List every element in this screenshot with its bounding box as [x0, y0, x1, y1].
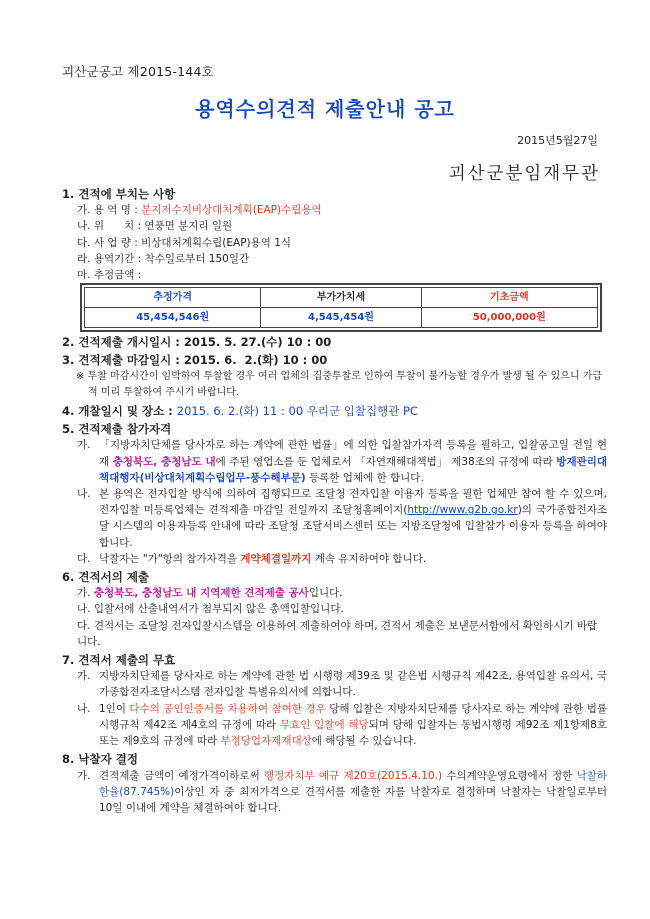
estimate-table-box [80, 283, 602, 332]
s1-ga-label: 가. 용 역 명 : [77, 204, 138, 217]
section-7-heading: 7. 견적서 제출의 무효 [62, 653, 176, 668]
s7-ga-label: 가. [77, 670, 91, 683]
s5-ga-text [99, 437, 607, 486]
s7-na-text [99, 701, 607, 750]
s5-da-text [99, 551, 607, 567]
s7-item-ga [62, 668, 607, 700]
section-5-heading: 5. 견적제출 참가자격 [62, 422, 172, 437]
section-6-heading: 6. 견적서의 제출 [62, 570, 150, 585]
s8-ga-rate: 낙찰하한율(87.745%) [99, 769, 607, 798]
s7-na-t7: 에 해당될 수 있습니다. [311, 735, 417, 748]
s6-region-restriction: 충청북도, 충청남도 내 지역제한 견적제출 공사 [93, 587, 309, 600]
document-title [0, 93, 650, 122]
s8-ga-regulation: 행정자치부 예규 제20호(2015.4.10.) [263, 769, 443, 782]
s5-na-text [99, 486, 607, 551]
s5-na-t1: 본 용역은 전자입찰 방식에 의하여 집행되므로 조달청 전자입찰 이용자 등록을 필한 업체만 참여 할 수 있으며, 전자입찰 미등록업체는 견적제출 마감일 전일까지 조달청홈페이지( [99, 488, 607, 517]
vat-amount: 4,545,454원 [261, 308, 421, 328]
header-estimated-price: 추정가격 [85, 288, 261, 308]
document-issuer: 괴산군분임재무관 [448, 164, 600, 184]
s7-na-invalid: 무효인 입찰에 해당 [279, 718, 369, 731]
s5-na-t2: )의 국가종합전자조달 시스템의 이용자등록 안내에 따라 조달청 조달서비스센터 또는 지방조달청에 입찰참가 이용자 등록을 하여야 합니다. [99, 504, 608, 549]
s7-item-na [62, 701, 607, 750]
s1-item-ma: 마. 추정금액 : [77, 269, 142, 282]
s5-na-label: 나. [77, 488, 91, 501]
s6-ga-tail: 입니다. [308, 587, 343, 600]
title-main: 용역수의견적 제출안내 공고 [195, 97, 455, 121]
s5-da-deadline: 계약체결일까지 [240, 552, 312, 565]
s5-ga-region: 충청북도, 충청남도 내 [112, 455, 216, 468]
s5-da-t3: 계속 유지하여야 합니다. [311, 552, 427, 565]
document-number: 괴산군공고 제2015-144호 [62, 64, 214, 79]
s5-ga-t1: 「지방자치단체를 당사자로 하는 계약에 관한 법률」에 의한 입찰참가자격 등록을 필하고, 입찰공고일 전일 현재 [99, 439, 607, 468]
s5-ga-t3: 에 주된 영업소를 둔 업체로서 「자연재해대책법」 제38조의 규정에 따라 [215, 455, 557, 468]
table-row [85, 308, 598, 328]
service-name: 분지저수지비상대처계획(EAP)수립용역 [141, 204, 322, 217]
section-3-note: ※ 투찰 마감시간이 임박하여 투찰할 경우 여러 업체의 집중투찰로 인하여 투찰이 불가능할 경우가 발생 될 수 있으니 가급적 미리 투찰하여 주시기 바랍니다. [76, 370, 603, 398]
s8-ga-t5: 이상인 자 중 최저가격으로 견적서를 제출한 자를 낙찰자로 결정하며 낙찰자는 낙찰일로부터 10일 이내에 계약을 체결하여야 합니다. [99, 785, 607, 814]
s7-na-t5: 되며 당해 입찰자는 동법시행령 제92조 제1항제8호 또는 제9호의 규정에 따라 [99, 718, 607, 748]
s5-ga-qualification: 방재관리대책대행자(비상대처계획수립업무-풍수해부문) [99, 455, 608, 484]
document-date: 2015년5월27일 [517, 134, 598, 147]
s7-ga-text: 지방자치단체를 당사자로 하는 계약에 관한 법 시행령 제39조 및 같은법 시행규칙 제42조, 용역입찰 유의서, 국가종합전자조달시스템 전자입찰 특별유의서에 의합니다. [99, 670, 607, 699]
s1-item-ra: 라. 용역기간 : 착수일로부터 150일간 [77, 252, 250, 265]
header-base-amount: 기초금액 [421, 288, 597, 308]
announcement-body [62, 184, 607, 816]
section-4 [62, 403, 607, 419]
s5-ga-t5: 등록한 업체에 한 합니다. [305, 471, 424, 484]
s5-da-label: 다. [77, 552, 91, 565]
s7-na-t1: 1인이 [99, 702, 130, 715]
header-vat: 부가가치세 [261, 288, 421, 308]
s5-ga-label: 가. [77, 439, 91, 452]
s7-na-t3: 당해 입찰은 지방자치단체를 당사자로 하는 계약에 관한 법률 시행규칙 제42조 제4호의 규정에 따라 [99, 702, 607, 731]
section-2: 2. 견적제출 개시일시 : 2015. 5. 27.(수) 10 : 00 [62, 335, 332, 350]
s1-item-na: 나. 위 치 : 연풍면 분지리 일원 [77, 220, 233, 233]
s7-na-label: 나. [77, 702, 91, 715]
s5-item-da [62, 551, 607, 567]
s6-item-na: 나. 입찰서에 산출내역서가 첨부되지 않은 총액입찰입니다. [77, 603, 344, 616]
section-3: 3. 견적제출 마감일시 : 2015. 6. 2.(화) 10 : 00 [62, 353, 328, 368]
s5-item-na [62, 486, 607, 551]
s8-ga-text [99, 768, 607, 817]
table-header-row [85, 288, 598, 308]
estimated-price: 45,454,546원 [85, 308, 261, 328]
s1-item-ga [62, 202, 607, 218]
s4-label: 4. 개찰일시 및 장소 : [62, 404, 173, 419]
s6-ga-label: 가. [77, 587, 91, 600]
s8-ga-t1: 견적제출 금액이 예정가격이하로써 [99, 769, 264, 782]
s4-value: 2015. 6. 2.(화) 11 : 00 우리군 입찰집행관 PC [176, 404, 418, 419]
s6-item-da: 다. 견적서는 조달청 전자입찰시스템을 이용하여 제출하여야 하며, 견적서 제출은 보낸문서함에서 확인하시기 바랍니다. [77, 619, 598, 648]
s5-item-ga [62, 437, 607, 486]
s5-da-t1: 낙찰자는 "가"항의 참가자격을 [99, 552, 241, 565]
s8-item-ga [62, 768, 607, 817]
s8-ga-label: 가. [77, 769, 91, 782]
s8-ga-t3: 수의계약운영요령에서 정한 [442, 769, 577, 782]
section-1-heading: 1. 견적에 부치는 사항 [62, 187, 176, 201]
s1-item-da: 다. 사 업 량 : 비상대처계획수립(EAP)용역 1식 [77, 236, 292, 249]
g2b-link[interactable]: http://www.g2b.go.kr [407, 504, 518, 517]
s7-na-sanction: 부정당업자제재대상 [220, 735, 312, 748]
s6-item-ga [62, 585, 607, 601]
estimate-table [84, 287, 598, 328]
section-8-heading: 8. 낙찰자 결정 [62, 752, 138, 767]
base-amount: 50,000,000원 [421, 308, 597, 328]
s7-na-multi-cert: 다수의 공인인증서를 차용하여 참여한 경우 [129, 702, 326, 715]
